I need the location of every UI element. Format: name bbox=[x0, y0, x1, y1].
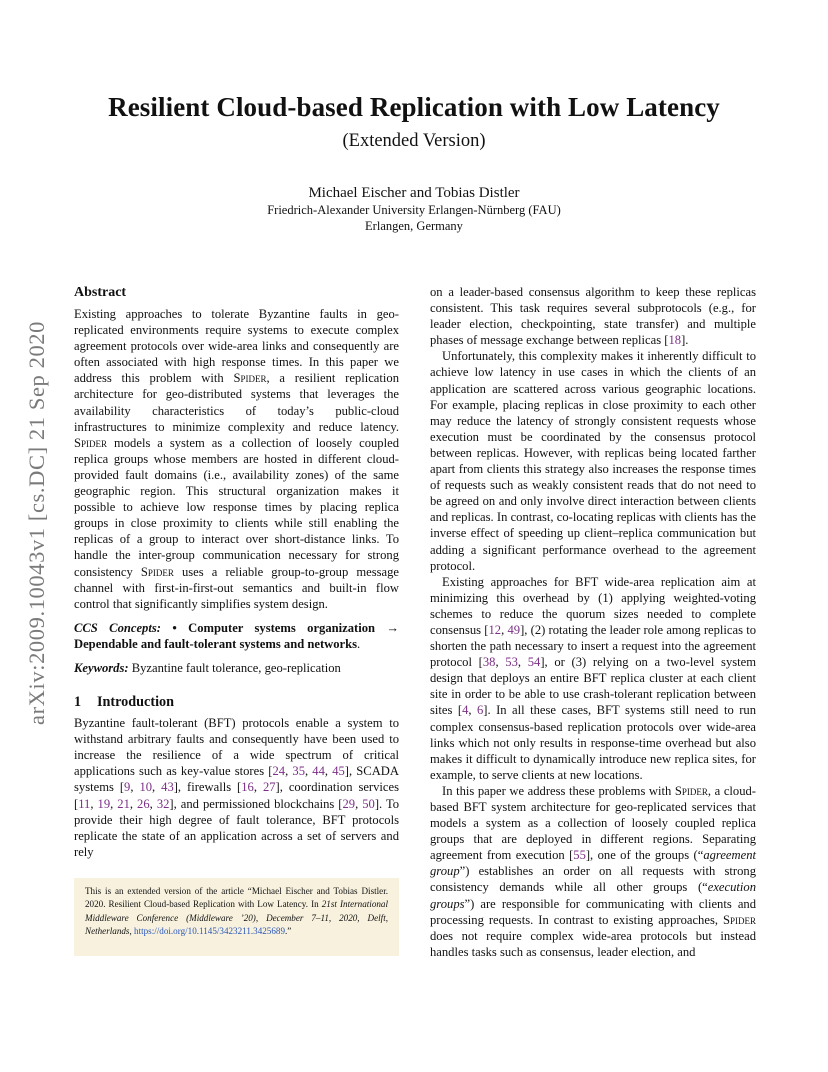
citation-link[interactable]: 6 bbox=[476, 703, 484, 718]
citation-link[interactable]: 21 bbox=[117, 796, 130, 811]
extended-version-note bbox=[74, 878, 399, 956]
citation-link[interactable]: 45 bbox=[332, 764, 345, 779]
section-title: Introduction bbox=[97, 694, 174, 711]
execution-groups-term: execution groups bbox=[430, 880, 756, 911]
paragraph-existing-approaches: Existing approaches for BFT wide-area replication aim at minimizing this overhead by (1) applying weighted-voting schemes to reduce the quorum sizes needed to complete consensus [12, 49], (2) rotating the leader role among replicas to shorten the path necessary to insert a request into the agreement protocol [38, 53, 54], or (3) relying on a two-level system design that deploys an entire BFT replica cluster at each client site in order to be able to use crash-tolerant replication between sites [4, 6]. In all these cases, BFT systems still need to run complex consensus-based replication protocols over wide-area links which not only results in response-time overhead but also makes it difficult to dynamically introduce new replica sites, for example, to serve clients at new locations. bbox=[430, 574, 757, 782]
citation-link[interactable]: 4 bbox=[462, 703, 469, 718]
citation-link[interactable]: 50 bbox=[362, 796, 375, 811]
paragraph-latency: Unfortunately, this complexity makes it inherently difficult to achieve low latency in use cases in which the clients of an application are scattered across various geographic locations. For example, placing replicas in close proximity to each other may reduce the latency of strongly consistent requests whose execution must be coordinated by the consensus protocol between replicas. However, with replicas being located farther apart from clients this strategy also increases the response times of requests such as weakly consistent reads that do not need to be agreed on and only involve direct interaction between clients and replicas. In contrast, co-locating replicas with clients has the inverse effect of speeding up client–replica communication but adding a significant performance overhead to the agreement protocol. bbox=[430, 349, 756, 573]
paper-subtitle: (Extended Version) bbox=[342, 131, 486, 151]
body-text: ], or (3) relying on a two-level system design that deploys an entire BFT replica cluster at each client site in order to be able to use crash-tolerant replication between sites [ bbox=[430, 655, 757, 718]
citation-link[interactable]: 10 bbox=[139, 780, 153, 795]
intro-text: ], and permissioned blockchains [ bbox=[169, 796, 343, 811]
section-heading-introduction bbox=[74, 693, 399, 711]
body-text: ], (2) rotating the leader role among replicas to shorten the path necessary to insert a request into the agreement protocol [ bbox=[430, 622, 757, 670]
spider-name: Spider bbox=[674, 783, 708, 798]
doi-link[interactable]: https://doi.org/10.1145/3423211.3425689 bbox=[134, 926, 285, 937]
abstract-heading: Abstract bbox=[74, 285, 127, 300]
body-text: , a cloud-based BFT system architecture for geo-replicated services that models a system as a collection of loosely coupled replica groups that are deployed in different regions. Separating agreement from execution [ bbox=[430, 783, 756, 863]
body-text: ]. In all these cases, BFT systems still need to run complex consensus-based replication protocols over wide-area links which not only results in response-time overhead but also makes it difficult to dynamically introduce new replica sites, for example, to serve clients at new locations. bbox=[430, 703, 757, 782]
section-number: 1 bbox=[74, 694, 82, 711]
intro-text: ], SCADA systems [ bbox=[74, 764, 399, 795]
citation-link[interactable]: 38 bbox=[482, 655, 496, 670]
intro-text: ], firewalls [ bbox=[173, 780, 242, 795]
right-column bbox=[430, 284, 756, 960]
ccs-end: . bbox=[357, 636, 361, 651]
paragraph-spider bbox=[430, 783, 756, 960]
ccs-concepts bbox=[74, 620, 399, 652]
intro-text: Byzantine fault-tolerant (BFT) protocols enable a system to withstand arbitrary faults and consequently have been used to increase the resilience of a wide spectrum of critical applications such as key-value stores [ bbox=[74, 716, 399, 779]
citation-link[interactable]: 35 bbox=[292, 764, 305, 779]
intro-paragraph: Byzantine fault-tolerant (BFT) protocols enable a system to withstand arbitrary faults and consequently have been used to increase the resilience of a wide spectrum of critical applications such as key-value stores [24, 35, 44, 45], SCADA systems [9, 10, 43], firewalls [16, 27], coordination services [11, 19, 21, 26, 32], and permissioned blockchains [29, 50]. To provide their high degree of fault tolerance, BFT protocols replicate the state of an application across a set of servers and rely bbox=[74, 716, 400, 859]
intro-text: ], coordination services [ bbox=[74, 780, 400, 811]
body-text: ”) are responsible for communicating with clients and processing requests. In contrast to existing approaches, bbox=[430, 896, 756, 927]
paragraph-continued bbox=[430, 284, 756, 348]
intro-text: ]. To provide their high degree of fault tolerance, BFT protocols replicate the state of an application across a set of servers and rely bbox=[74, 796, 400, 859]
citation-link[interactable]: 11 bbox=[78, 796, 91, 811]
citation-link[interactable]: 44 bbox=[312, 764, 325, 779]
keywords-label: Keywords: bbox=[74, 660, 129, 675]
citation-link[interactable]: 19 bbox=[97, 796, 111, 811]
citation-link[interactable]: 55 bbox=[573, 848, 586, 863]
spider-name: Spider bbox=[74, 435, 108, 450]
abstract-text-4: uses a reliable group-to-group message channel with first-in-first-out semantics and built-in flow control that significantly simplifies system design. bbox=[74, 564, 400, 611]
spider-name: Spider bbox=[722, 912, 756, 927]
note-text: , bbox=[129, 926, 135, 937]
citation-link[interactable]: 12 bbox=[488, 622, 502, 637]
location: Erlangen, Germany bbox=[365, 219, 463, 233]
citation-link[interactable]: 43 bbox=[161, 780, 174, 795]
paper-title: Resilient Cloud-based Replication with Low Latency bbox=[108, 92, 720, 122]
spider-name: Spider bbox=[140, 564, 174, 579]
citation-link[interactable]: 29 bbox=[342, 796, 356, 811]
body-text: ], one of the groups (“ bbox=[585, 848, 704, 863]
keywords-text: Byzantine fault tolerance, geo-replication bbox=[128, 660, 341, 675]
ccs-text: • Computer systems organization → Dependable and fault-tolerant systems and networks bbox=[74, 620, 399, 651]
citation-link[interactable]: 9 bbox=[124, 780, 131, 795]
spider-name: Spider bbox=[233, 371, 267, 386]
keywords bbox=[74, 660, 399, 676]
agreement-group-term: agreement group bbox=[430, 848, 756, 879]
body-text: In this paper we address these problems with bbox=[442, 783, 675, 798]
citation-link[interactable]: 24 bbox=[272, 764, 286, 779]
citation-link[interactable]: 49 bbox=[507, 622, 521, 637]
note-text: This is an extended version of the article “Michael Eischer and Tobias Distler. 2020. Resilient Cloud-based Replication with Low Latency. In bbox=[85, 886, 388, 910]
citation-link[interactable]: 54 bbox=[527, 655, 541, 670]
ccs-label: CCS Concepts: bbox=[74, 620, 161, 635]
body-text: on a leader-based consensus algorithm to keep these replicas consistent. This task requires several subprotocols (e.g., for leader election, checkpointing, state transfer) and multiple phases of message exchange between replicas [ bbox=[430, 285, 756, 348]
abstract-text-2: , a resilient replication architecture for geo-distributed systems that leverages the availability characteristics of today’s public-cloud infrastructures to minimize complexity and reduce latency. bbox=[74, 371, 399, 434]
citation-link[interactable]: 18 bbox=[668, 333, 682, 348]
abstract-body bbox=[74, 306, 399, 612]
citation-link[interactable]: 32 bbox=[156, 796, 170, 811]
citation-link[interactable]: 26 bbox=[137, 796, 150, 811]
body-text: ”) establishes an order on all requests with strong consistency demands while all other groups (“ bbox=[430, 864, 756, 895]
author-list: Michael Eischer and Tobias Distler bbox=[308, 185, 520, 201]
citation-link[interactable]: 16 bbox=[241, 780, 254, 795]
arxiv-stamp-text: arXiv:2009.10043v1 [cs.DC] 21 Sep 2020 bbox=[24, 320, 50, 726]
abstract-text-3: models a system as a collection of loosely coupled replica groups whose members are hosted in different cloud-provided fault domains (i.e., availability zones) of the same geographic region. This structural organization makes it possible to achieve low response times by placing replica groups in close proximity to clients while still enabling the replicas of a group to interact over short-distance links. To handle the inter-group communication necessary for strong consistency bbox=[74, 435, 399, 579]
citation-link[interactable]: 53 bbox=[505, 655, 518, 670]
note-text: .” bbox=[285, 926, 292, 937]
citation-link[interactable]: 27 bbox=[262, 780, 276, 795]
abstract-text-1: Existing approaches to tolerate Byzantine faults in geo-replicated environments require systems to execute complex agreement protocols over wide-area links and consequently are often associated with high response times. In this paper we address this problem with bbox=[74, 307, 399, 386]
left-column bbox=[74, 284, 399, 860]
note-venue: 21st International Middleware Conference (Middleware ’20), December 7–11, 2020, Delft, Netherlands bbox=[85, 899, 388, 937]
body-text: does not require complex wide-area protocols but instead handles tasks such as consensus, leader election, and bbox=[430, 928, 756, 959]
body-text: Existing approaches for BFT wide-area replication aim at minimizing this overhead by (1) applying weighted-voting schemes to reduce the quorum sizes needed to complete consensus [ bbox=[430, 574, 756, 637]
affiliation: Friedrich-Alexander University Erlangen-Nürnberg (FAU) bbox=[267, 203, 561, 217]
body-text: ]. bbox=[681, 333, 689, 348]
arxiv-stamp bbox=[22, 288, 52, 758]
